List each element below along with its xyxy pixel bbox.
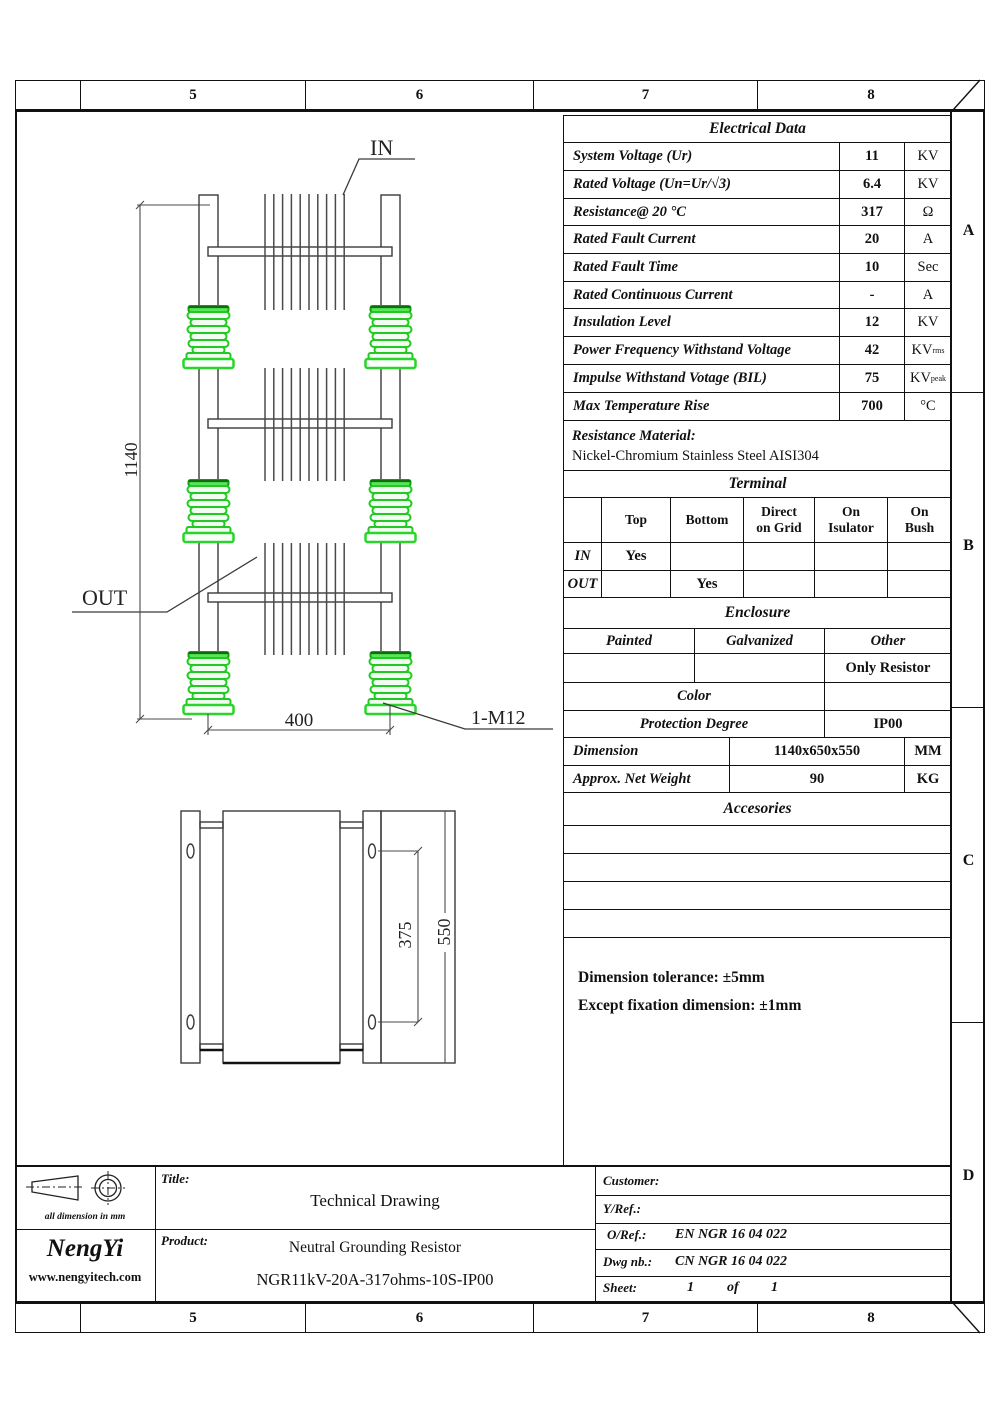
spec-value: 10 <box>840 254 905 281</box>
table-row <box>564 282 951 309</box>
ruler-cell-8: 8 <box>867 86 875 103</box>
col-on-isulator: On Isulator <box>815 498 888 542</box>
grid-ruler-right <box>950 110 985 1303</box>
spec-unit: °C <box>920 398 936 414</box>
divider <box>595 1223 950 1224</box>
spec-label: Rated Fault Time <box>564 254 840 281</box>
title-label: Title: <box>161 1171 190 1186</box>
spec-value: 75 <box>840 365 905 392</box>
cell <box>888 571 951 597</box>
accessories-empty-row <box>564 826 951 854</box>
ruler-tick <box>952 1022 985 1023</box>
product-model: NGR11kV-20A-317ohms-10S-IP00 <box>256 1270 494 1289</box>
material-value: Nickel-Chromium Stainless Steel AISI304 <box>572 447 819 464</box>
col-on-bush: On Bush <box>904 504 935 535</box>
color-row <box>564 683 951 711</box>
title-block <box>15 1165 950 1303</box>
product-name: Neutral Grounding Resistor <box>288 1239 462 1256</box>
spec-unit: A <box>922 286 934 303</box>
data-tables <box>563 115 950 1165</box>
table-row <box>564 309 951 337</box>
protection-value: IP00 <box>873 715 903 732</box>
spec-value: 317 <box>840 199 905 225</box>
other-label: Other <box>870 632 906 649</box>
table-row <box>564 365 951 393</box>
dimension-note: all dimension in mm <box>44 1212 126 1222</box>
ruler-row-c: C <box>962 852 975 869</box>
terminal-row-out <box>564 571 951 598</box>
company-logo: NengYi <box>46 1235 124 1262</box>
col-direct-on-grid: Direct on Grid <box>744 498 815 542</box>
tolerance-note-1: Dimension tolerance: ±5mm <box>578 969 765 986</box>
resistance-material <box>564 421 951 471</box>
spec-unit: KV <box>917 176 939 192</box>
spec-value: 20 <box>840 226 905 253</box>
ruler-cell-5: 5 <box>81 1304 306 1332</box>
ruler-cell-6: 6 <box>306 81 534 109</box>
grid-ruler-bottom <box>15 1303 985 1333</box>
terminal-corner-cell <box>564 498 602 542</box>
spec-label: Insulation Level <box>564 309 840 336</box>
ruler-cell-5: 5 <box>81 81 306 109</box>
painted-value <box>564 654 695 682</box>
accessories-header: Accesories <box>564 793 951 826</box>
table-row <box>564 199 951 226</box>
depth-dim-text: 550 <box>434 918 454 946</box>
cell: Yes <box>671 571 744 597</box>
tolerance-note-2: Except fixation dimension: ±1mm <box>578 997 802 1014</box>
hole-spacing-dim-text: 375 <box>395 921 415 949</box>
spec-label: Power Frequency Withstand Voltage <box>564 337 840 364</box>
enclosure-type-headers <box>564 629 951 654</box>
accessories-empty-row <box>564 910 951 938</box>
cell <box>671 543 744 570</box>
ruler-cell-blank <box>16 1304 81 1332</box>
divider <box>15 1229 595 1230</box>
oref-label: O/Ref.: <box>607 1227 647 1242</box>
ruler-cell-7: 7 <box>534 81 758 109</box>
weight-row <box>564 766 951 793</box>
dimension-row <box>564 738 951 766</box>
dwg-label: Dwg nb.: <box>603 1254 653 1269</box>
cell <box>602 571 671 597</box>
sheet-label: Sheet: <box>603 1280 637 1295</box>
table-row <box>564 393 951 421</box>
spec-value: 700 <box>840 393 905 420</box>
other-value: Only Resistor <box>845 659 931 676</box>
spec-unit: Ω <box>922 203 934 220</box>
dwg-value: CN NGR 16 04 022 <box>675 1254 788 1269</box>
spec-label: Resistance@ 20 °C <box>564 199 840 225</box>
height-dim-text: 1140 <box>121 442 141 478</box>
table-row <box>564 226 951 254</box>
spec-unit: Sec <box>917 259 939 275</box>
enclosure-header: Enclosure <box>564 598 951 629</box>
cell <box>744 571 815 597</box>
sheet-number: 1 <box>687 1280 694 1295</box>
product-label: Product: <box>161 1233 208 1248</box>
dimension-unit: MM <box>914 743 942 759</box>
spec-unit: KV peak <box>909 370 947 386</box>
sheet-of: of <box>727 1280 739 1295</box>
spec-value: 6.4 <box>840 171 905 198</box>
divider <box>595 1249 950 1250</box>
spec-value: 12 <box>840 309 905 336</box>
cell: Yes <box>602 543 671 570</box>
yref-label: Y/Ref.: <box>603 1201 641 1216</box>
table-row <box>564 143 951 171</box>
protection-label: Protection Degree <box>564 711 825 737</box>
protection-row <box>564 711 951 738</box>
spec-label: Impulse Withstand Votage (BIL) <box>564 365 840 392</box>
ruler-cell-8: 8 <box>867 1309 875 1326</box>
ruler-row-a: A <box>962 222 975 239</box>
spec-value: 11 <box>840 143 905 170</box>
dimension-value: 1140x650x550 <box>730 738 905 765</box>
spec-unit: A <box>922 231 934 247</box>
terminal-row-in <box>564 543 951 571</box>
ruler-cell-7: 7 <box>534 1304 758 1332</box>
customer-label: Customer: <box>603 1173 660 1188</box>
spec-label: Max Temperature Rise <box>564 393 840 420</box>
spec-unit: KV <box>917 314 939 330</box>
spec-label: Rated Fault Current <box>564 226 840 253</box>
divider <box>595 1195 950 1196</box>
spec-unit: KV rms <box>911 342 945 358</box>
col-bottom: Bottom <box>671 498 744 542</box>
ruler-cell-blank <box>16 81 81 109</box>
color-value <box>825 683 951 710</box>
table-row <box>564 171 951 199</box>
table-row <box>564 337 951 365</box>
row-name: IN <box>564 543 602 570</box>
divider <box>595 1167 596 1303</box>
accessories-empty-row <box>564 854 951 882</box>
dimension-label: Dimension <box>564 738 730 765</box>
width-dim-text: 400 <box>284 710 314 731</box>
company-website: www.nengyitech.com <box>28 1270 142 1284</box>
cell <box>815 543 888 570</box>
table-row <box>564 254 951 282</box>
spec-value: 42 <box>840 337 905 364</box>
grid-ruler-top <box>15 80 985 110</box>
sheet-total: 1 <box>771 1280 778 1295</box>
ruler-row-b: B <box>963 537 974 554</box>
ruler-tick <box>952 392 985 393</box>
cell <box>815 571 888 597</box>
row-name: OUT <box>564 571 602 597</box>
ruler-tick <box>952 707 985 708</box>
cell <box>744 543 815 570</box>
weight-label: Approx. Net Weight <box>564 766 730 792</box>
spec-value: - <box>840 282 905 308</box>
oref-value: EN NGR 16 04 022 <box>675 1227 788 1242</box>
drawing-title: Technical Drawing <box>310 1191 440 1210</box>
accessories-empty-row <box>564 882 951 910</box>
out-label: OUT <box>82 585 128 610</box>
material-label: Resistance Material: <box>572 428 696 444</box>
painted-label: Painted <box>564 629 695 653</box>
ruler-row-d: D <box>962 1167 975 1184</box>
weight-unit: KG <box>916 770 940 787</box>
color-label: Color <box>564 683 825 710</box>
cell <box>888 543 951 570</box>
electrical-data-header: Electrical Data <box>564 116 951 143</box>
divider <box>595 1276 950 1277</box>
enclosure-type-values <box>564 654 951 683</box>
spec-label: Rated Voltage (Un=Ur/√3) <box>564 171 840 198</box>
spec-label: System Voltage (Ur) <box>564 143 840 170</box>
galvanized-value <box>695 654 825 682</box>
weight-value: 90 <box>730 766 905 792</box>
ruler-cell-6: 6 <box>306 1304 534 1332</box>
galvanized-label: Galvanized <box>695 629 825 653</box>
terminal-column-headers <box>564 498 951 543</box>
spec-label: Rated Continuous Current <box>564 282 840 308</box>
bolt-label: 1-M12 <box>471 707 526 729</box>
in-label: IN <box>370 135 394 160</box>
terminal-header: Terminal <box>564 471 951 498</box>
spec-unit: KV <box>917 148 939 164</box>
col-top: Top <box>602 498 671 542</box>
